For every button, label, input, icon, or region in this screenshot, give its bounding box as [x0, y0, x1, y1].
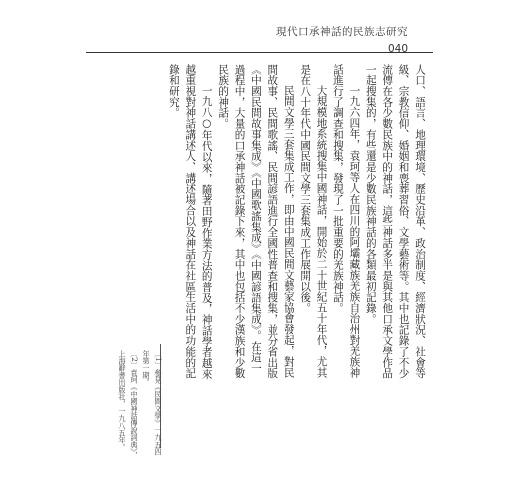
- footnotes: [116, 350, 164, 460]
- paragraph: 一九八○年代以來，隨著田野作業方法的普及，神話學者越來越重視對神話講述人、講述場合以及神話在社區生活中的功能的記錄和研究。: [167, 64, 213, 380]
- paragraph: 一九六四年，袁珂等人在四川的阿壩藏族羌族自治州對羌族神話進行了調查和搜集，發現了一批重要的羌族神話。: [331, 64, 361, 379]
- footnote: 〔1〕參見《民間文學》一九五四年第一期。: [142, 350, 163, 456]
- header-rule: [86, 52, 433, 53]
- footnote: 〔2〕袁珂《中國神話傳說詞典》，上海辭書出版社，一九八五年。: [118, 350, 139, 459]
- paragraph: 人口、語言、地理環境、歷史沿革、政治制度、經濟狀況、社會等級、宗教信仰、婚姻和喪葬習俗、文學藝術等。其中也記錄了不少流傳在各少數民族中的神話，這些神話多半是與其他口承文學作品一起搜集的，有些還是少數民族神話的各類最初記錄。: [364, 64, 426, 379]
- main-text: [166, 64, 429, 382]
- page-number: 040: [387, 43, 408, 55]
- running-header: [276, 24, 408, 55]
- paragraph: 大規模地系統搜集中國神話，開始於二十世紀五十年代，尤其是在八十年代中國民間文學三套集成工作展開以後。: [299, 64, 328, 379]
- book-title: 現代口承神話的民族志研究: [276, 26, 408, 38]
- paragraph: 民間文學三套集成工作，即由中國民間文藝家協會發起，對民間故事、民間歌謠、民間諺語進行全國性普查和搜集，並分省出版《中國民間故事集成》《中國歌謠集成》《中國諺語集成》。在這一過程中，大量的口承神話被記錄下來，其中也包括不少漢族和少數民族的神話。: [217, 64, 295, 379]
